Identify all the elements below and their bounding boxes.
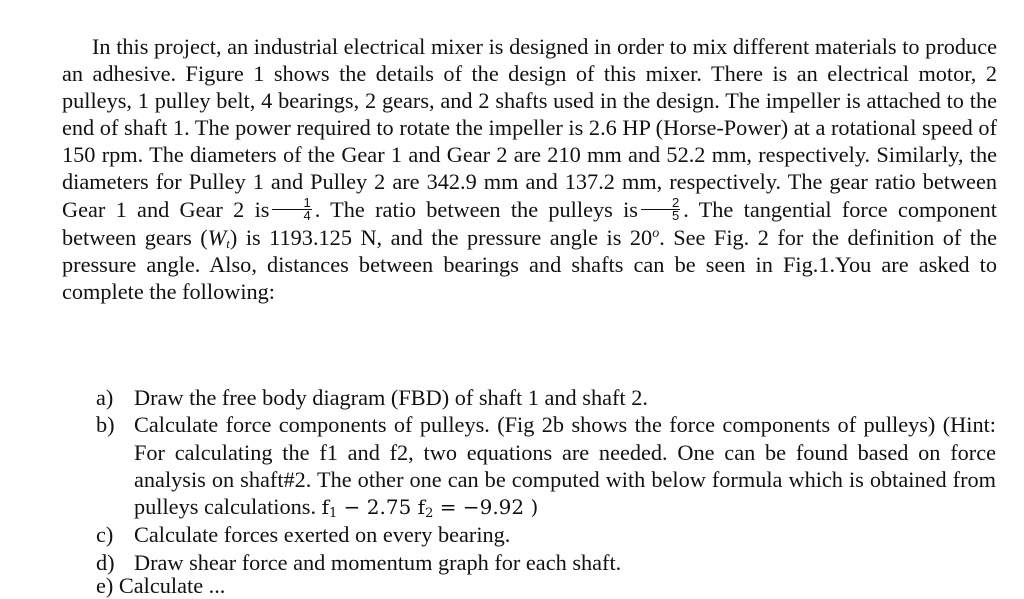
pulley-ratio-numerator: 2 bbox=[641, 197, 680, 210]
gear-ratio-denominator: 4 bbox=[303, 207, 311, 223]
pulley-formula bbox=[321, 495, 539, 522]
tangential-force-symbol: W bbox=[207, 224, 227, 250]
list-marker: b) bbox=[96, 412, 115, 438]
task-list bbox=[96, 384, 996, 576]
task-text: Calculate forces exerted on every bearing. bbox=[134, 522, 511, 548]
pulley-ratio-denominator: 5 bbox=[671, 207, 680, 223]
formula-middle: − 2.75 f bbox=[337, 495, 426, 520]
gear-ratio-fraction bbox=[272, 194, 311, 223]
cut-off-line: e) Calculate ... bbox=[96, 573, 226, 598]
task-text: Draw the free body diagram (FBD) of shaft 1 and shaft 2. bbox=[134, 385, 648, 410]
formula-f2-subscript: 2 bbox=[425, 506, 434, 522]
formula-end: = −9.92 ) bbox=[433, 495, 539, 520]
tangential-force-subscript: t bbox=[226, 235, 230, 251]
project-description bbox=[62, 33, 997, 305]
pulley-ratio-fraction bbox=[641, 194, 680, 223]
list-marker: c) bbox=[96, 522, 114, 548]
description-text-2: . The ratio between the pulleys is bbox=[314, 196, 638, 222]
description-text-3: . The tangential force component between gears ( bbox=[62, 196, 997, 250]
degree-superscript: o bbox=[652, 225, 660, 241]
description-text-5: . See Fig. 2 for the definition of the pressure angle. Also, distances between bearings and shafts can be seen in Fig.1.You are asked to complete the following: bbox=[62, 224, 998, 305]
list-marker: a) bbox=[96, 385, 114, 410]
gear-ratio-numerator: 1 bbox=[272, 197, 311, 210]
list-marker: d) bbox=[96, 549, 115, 575]
task-text: Calculate force components of pulleys. (Fig 2b shows the force components of pulleys) (Hint: For calculating the f1 and f2, two equations are needed. One can be found based on force analysis on shaft#2. The other one can be computed with below formula which is obtained from pulleys calculations. bbox=[134, 412, 996, 520]
list-item bbox=[96, 521, 996, 548]
formula-f1: f bbox=[321, 495, 330, 520]
formula-f1-subscript: 1 bbox=[329, 506, 338, 522]
list-item bbox=[96, 411, 996, 521]
list-item bbox=[96, 384, 996, 411]
description-text-1: In this project, an industrial electrical mixer is designed in order to mix different materials to produce an adhesive. Figure 1 shows the details of the design of this mixer. There is an electrical motor, 2 pulleys, 1 pulley belt, 4 bearings, 2 gears, and 2 shafts used in the design. The impeller is attached to the end of shaft 1. The power required to rotate the impeller is 2.6 HP (Horse-Power) at a rotational speed of 150 rpm. The diameters of the Gear 1 and Gear 2 are 210 mm and 52.2 mm, respectively. Similarly, the diameters for Pulley 1 and Pulley 2 are 342.9 mm and 137.2 mm, respectively. The gear ratio between Gear 1 and Gear 2 is bbox=[62, 34, 997, 222]
description-text-4: ) is 1193.125 N, and the pressure angle is 20 bbox=[229, 224, 653, 250]
task-text: Draw shear force and momentum graph for each shaft. bbox=[134, 549, 622, 575]
